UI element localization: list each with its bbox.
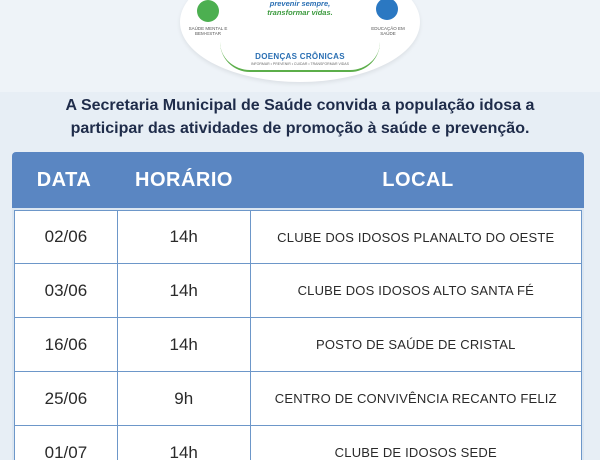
table-header <box>12 152 584 208</box>
cell-date: 16/06 <box>14 317 118 372</box>
program-name: DOENÇAS CRÔNICAS <box>255 52 345 61</box>
tagline-line-3: transformar vidas. <box>267 8 333 17</box>
intro-line-2: participar das atividades de promoção à saúde e prevenção. <box>70 120 530 137</box>
cell-time: 14h <box>117 210 251 264</box>
cell-date: 25/06 <box>14 371 118 426</box>
left-icon-label: SAÚDE MENTAL E BEM-ESTAR <box>188 26 228 36</box>
cell-place: CLUBE DOS IDOSOS PLANALTO DO OESTE <box>250 210 582 264</box>
column-header-place: LOCAL <box>382 168 454 191</box>
cell-time: 14h <box>117 263 251 318</box>
cell-date: 03/06 <box>14 263 118 318</box>
intro-text <box>20 94 580 140</box>
cell-date: 01/07 <box>14 425 118 460</box>
cell-place: CLUBE DOS IDOSOS ALTO SANTA FÉ <box>250 263 582 318</box>
program-logo <box>180 0 420 82</box>
program-subtitle: INFORMAR • PREVENIR • CUIDAR • TRANSFORMAR VIDAS <box>251 62 349 66</box>
tagline-line-2: prevenir sempre, <box>269 0 331 8</box>
table-body <box>12 208 584 460</box>
schedule-table <box>12 152 584 460</box>
intro-line-1: A Secretaria Municipal de Saúde convida a população idosa a <box>65 97 535 114</box>
table-row <box>14 426 582 460</box>
cell-place: CENTRO DE CONVIVÊNCIA RECANTO FELIZ <box>250 371 582 426</box>
logo-tagline <box>250 0 350 17</box>
table-row <box>14 264 582 318</box>
right-icon-label: EDUCAÇÃO EM SAÚDE <box>371 26 405 36</box>
cell-time: 9h <box>117 371 251 426</box>
column-header-time: HORÁRIO <box>135 168 233 191</box>
cell-time: 14h <box>117 317 251 372</box>
cell-place: CLUBE DE IDOSOS SEDE <box>250 425 582 460</box>
table-row <box>14 372 582 426</box>
column-header-date: DATA <box>36 168 92 191</box>
cell-time: 14h <box>117 425 251 460</box>
cell-place: POSTO DE SAÚDE DE CRISTAL <box>250 317 582 372</box>
table-row <box>14 210 582 264</box>
meditation-icon <box>197 0 219 22</box>
cell-date: 02/06 <box>14 210 118 264</box>
table-row <box>14 318 582 372</box>
